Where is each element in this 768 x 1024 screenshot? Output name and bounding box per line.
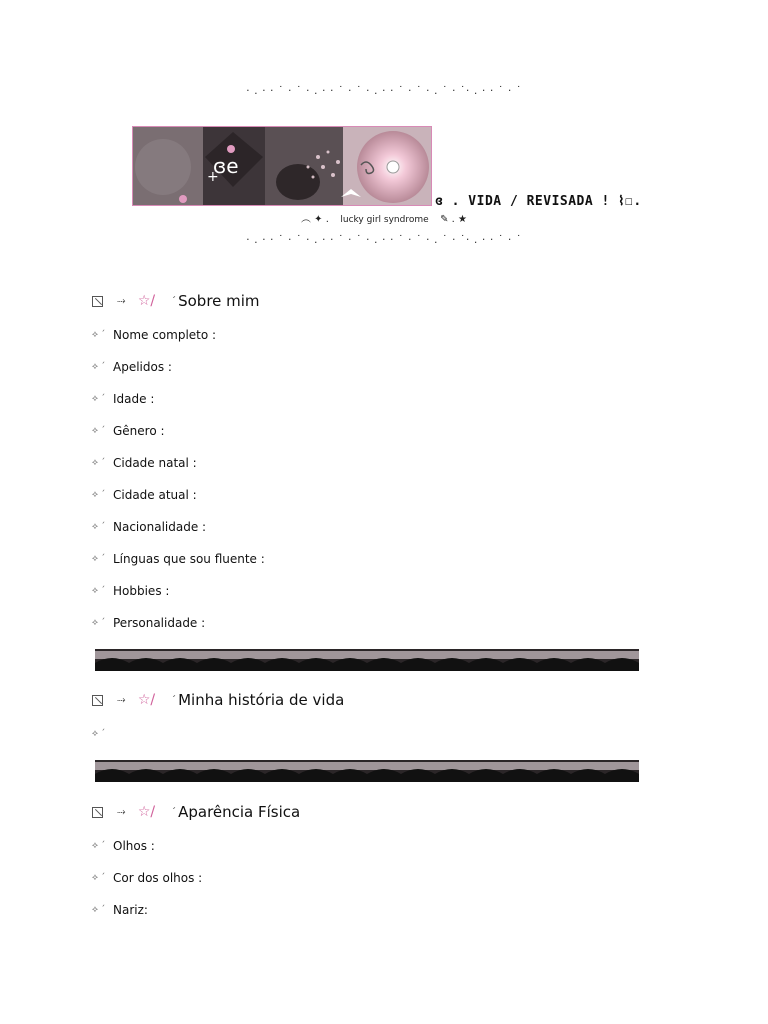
field-historia-empty: [92, 726, 113, 742]
sparkle-bullet-icon: ⟡ ˊ: [92, 554, 106, 564]
decorative-dots-bottom: · . · · ˙ · ˙ · . · · ˙ · ˙ · . · · ˙ · ˙ · . ˙ · ˙· . · · ˙ · ˙: [246, 233, 522, 246]
field-label: Nariz:: [113, 903, 148, 917]
lace-divider: [95, 760, 639, 782]
subtitle-right-deco: ✎ . ★: [440, 214, 467, 225]
field-genero: [92, 423, 165, 439]
banner-title: ɞ . VIDA / REVISADA ! ⌇☐.: [435, 194, 642, 209]
svg-text:+: +: [207, 169, 219, 185]
field-label: Cidade atual :: [113, 488, 197, 502]
box-slash-icon: [92, 695, 103, 706]
sparkle-bullet-icon: ⟡ ˊ: [92, 522, 106, 532]
sparkle-bullet-icon: ⟡ ˊ: [92, 330, 106, 340]
field-label: Cidade natal :: [113, 456, 197, 470]
banner-subtitle: [0, 210, 768, 225]
field-nariz: [92, 902, 148, 918]
field-personalidade: [92, 615, 205, 631]
sparkle-bullet-icon: ⟡ ˊ: [92, 618, 106, 628]
field-label: Gênero :: [113, 424, 165, 438]
decorative-dots-top: · . · · ˙ · ˙ · . · · ˙ · ˙ · . · · ˙ · ˙ · . ˙ · ˙· . · · ˙ · ˙: [246, 84, 522, 97]
star-icon: ☆/: [137, 692, 156, 708]
banner-overlay-text: ɞe: [213, 154, 239, 178]
tick-mark: ˊ: [171, 694, 177, 706]
subtitle-left-deco: ︵ ✦ .: [301, 214, 329, 225]
field-hobbies: [92, 583, 169, 599]
arrow-icon: ⤑: [117, 294, 126, 307]
box-slash-icon: [92, 296, 103, 307]
field-cidade-natal: [92, 455, 197, 471]
sparkle-bullet-icon: ⟡ ˊ: [92, 841, 106, 851]
lace-divider: [95, 649, 639, 671]
section-header-historia: [92, 690, 344, 710]
tick-mark: ˊ: [171, 295, 177, 307]
arrow-icon: ⤑: [117, 805, 126, 818]
sparkle-bullet-icon: ⟡ ˊ: [92, 873, 106, 883]
field-cor-dos-olhos: [92, 870, 202, 886]
field-label: Olhos :: [113, 839, 155, 853]
section-header-sobre-mim: [92, 291, 260, 311]
sparkle-bullet-icon: ⟡ ˊ: [92, 362, 106, 372]
field-label: Línguas que sou fluente :: [113, 552, 265, 566]
header-banner-image: [132, 126, 432, 206]
field-idade: [92, 391, 154, 407]
section-title: Sobre mim: [178, 292, 260, 310]
sparkle-bullet-icon: ⟡ ˊ: [92, 426, 106, 436]
field-label: Personalidade :: [113, 616, 206, 630]
sparkle-bullet-icon: ⟡ ˊ: [92, 905, 106, 915]
field-label: Apelidos :: [113, 360, 172, 374]
star-icon: ☆/: [137, 293, 156, 309]
star-icon: ☆/: [137, 804, 156, 820]
field-linguas: [92, 551, 265, 567]
field-nacionalidade: [92, 519, 206, 535]
arrow-icon: ⤑: [117, 693, 126, 706]
sparkle-bullet-icon: ⟡ ˊ: [92, 729, 106, 739]
field-label: Nome completo :: [113, 328, 217, 342]
sparkle-bullet-icon: ⟡ ˊ: [92, 586, 106, 596]
field-nome-completo: [92, 327, 216, 343]
field-label: Idade :: [113, 392, 155, 406]
field-apelidos: [92, 359, 172, 375]
field-label: Hobbies :: [113, 584, 170, 598]
sparkle-bullet-icon: ⟡ ˊ: [92, 458, 106, 468]
field-label: Cor dos olhos :: [113, 871, 203, 885]
sparkle-bullet-icon: ⟡ ˊ: [92, 394, 106, 404]
subtitle-text: lucky girl syndrome: [340, 215, 429, 225]
tick-mark: ˊ: [171, 806, 177, 818]
box-slash-icon: [92, 807, 103, 818]
section-title: Aparência Física: [178, 803, 301, 821]
field-cidade-atual: [92, 487, 197, 503]
section-header-aparencia: [92, 802, 300, 822]
field-olhos: [92, 838, 155, 854]
sparkle-bullet-icon: ⟡ ˊ: [92, 490, 106, 500]
section-title: Minha história de vida: [178, 691, 345, 709]
field-label: Nacionalidade :: [113, 520, 207, 534]
